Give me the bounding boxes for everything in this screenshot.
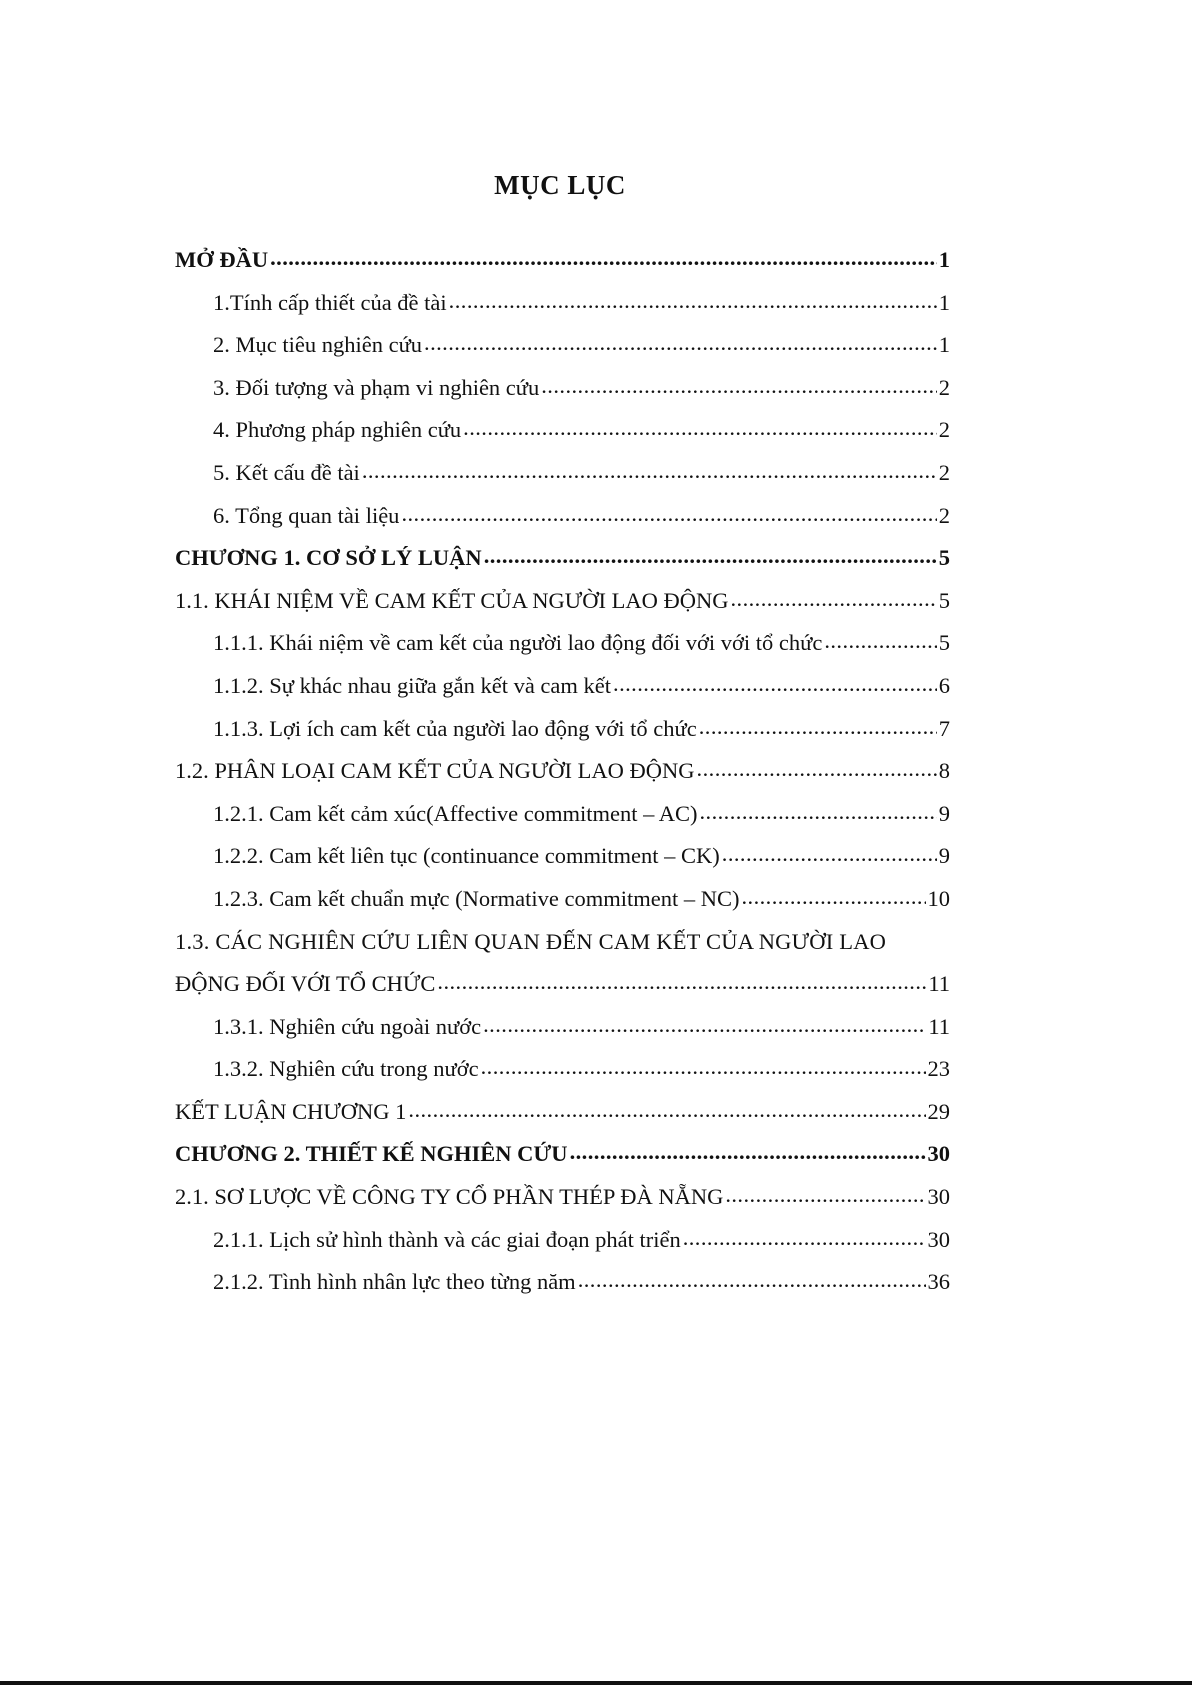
toc-entry-text: MỞ ĐẦU xyxy=(175,247,269,272)
toc-entry-page: 11 xyxy=(928,971,950,997)
toc-entry[interactable] xyxy=(175,1091,950,1134)
leader-dots xyxy=(722,833,937,878)
leader-dots xyxy=(484,535,937,580)
toc-entry-page: 2 xyxy=(938,502,950,528)
toc-entry-text: 1.1. KHÁI NIỆM VỀ CAM KẾT CỦA NGƯỜI LAO ĐỘNG xyxy=(175,587,729,613)
toc-entry-page: 30 xyxy=(927,1226,950,1252)
toc-entry-page: 5 xyxy=(938,545,950,571)
leader-dots xyxy=(483,1004,926,1049)
toc-entry[interactable] xyxy=(175,367,950,410)
leader-dots xyxy=(697,748,937,793)
toc-entry-page: 7 xyxy=(938,715,950,741)
toc-entry-text: 1.3. CÁC NGHIÊN CỨU LIÊN QUAN ĐẾN CAM KẾT CỦA NGƯỜI LAO xyxy=(175,928,887,954)
toc-entry[interactable] xyxy=(175,282,950,325)
leader-dots xyxy=(570,1131,926,1176)
toc-entry-page: 2 xyxy=(938,459,950,485)
leader-dots xyxy=(463,407,937,452)
toc-entry-text: 1.1.1. Khái niệm về cam kết của người lao động đối với với tổ chức xyxy=(213,630,823,656)
toc-entry-page: 5 xyxy=(938,587,950,613)
toc-entry[interactable] xyxy=(175,878,950,921)
toc-entry-text: 2.1.1. Lịch sử hình thành và các giai đoạn phát triển xyxy=(213,1226,681,1252)
toc-entry-text: 6. Tổng quan tài liệu xyxy=(213,502,400,528)
leader-dots xyxy=(730,578,936,623)
toc-entry-text: 5. Kết cấu đề tài xyxy=(213,459,360,485)
leader-dots xyxy=(481,1046,926,1091)
table-of-contents xyxy=(175,239,950,1304)
toc-entry-text: 1.Tính cấp thiết của đề tài xyxy=(213,289,447,315)
toc-entry-text: 1.2. PHÂN LOẠI CAM KẾT CỦA NGƯỜI LAO ĐỘNG xyxy=(175,758,695,784)
toc-entry-page: 23 xyxy=(927,1056,950,1082)
toc-entry-text: CHƯƠNG 1. CƠ SỞ LÝ LUẬN xyxy=(175,545,482,571)
toc-entry-text: 1.2.3. Cam kết chuẩn mực (Normative commitment – NC) xyxy=(213,885,740,911)
leader-dots xyxy=(541,365,937,410)
leader-dots xyxy=(613,663,937,708)
toc-entry-text: KẾT LUẬN CHƯƠNG 1 xyxy=(175,1098,407,1124)
toc-entry[interactable] xyxy=(175,665,950,708)
leader-dots xyxy=(824,620,936,665)
toc-entry-page: 8 xyxy=(938,758,950,784)
page-bottom-edge xyxy=(0,1681,1192,1685)
toc-entry[interactable] xyxy=(175,793,950,836)
toc-entry-text: 1.2.1. Cam kết cảm xúc(Affective commitment – AC) xyxy=(213,800,698,826)
toc-entry[interactable] xyxy=(175,1176,950,1219)
toc-entry-text: 2. Mục tiêu nghiên cứu xyxy=(213,332,423,358)
toc-entry-text: 2.1. SƠ LƯỢC VỀ CÔNG TY CỔ PHẦN THÉP ĐÀ NẴNG xyxy=(175,1184,724,1210)
leader-dots xyxy=(449,280,937,325)
leader-dots xyxy=(401,493,936,538)
toc-entry[interactable] xyxy=(175,1006,950,1049)
toc-entry-page: 9 xyxy=(938,843,950,869)
toc-entry[interactable] xyxy=(175,324,950,367)
leader-dots xyxy=(408,1089,925,1134)
toc-entry-page: 10 xyxy=(927,885,950,911)
leader-dots xyxy=(741,876,925,921)
toc-entry-text: 1.1.2. Sự khác nhau giữa gắn kết và cam kết xyxy=(213,672,612,698)
toc-entry-text: 1.1.3. Lợi ích cam kết của người lao động với tổ chức xyxy=(213,715,697,741)
toc-entry-text: 1.3.2. Nghiên cứu trong nước xyxy=(213,1056,479,1082)
leader-dots xyxy=(437,961,926,1006)
toc-entry[interactable] xyxy=(175,750,950,793)
toc-entry-page: 9 xyxy=(938,800,950,826)
leader-dots xyxy=(362,450,937,495)
leader-dots xyxy=(725,1174,925,1219)
toc-entry-page: 2 xyxy=(938,417,950,443)
toc-entry[interactable] xyxy=(175,1261,950,1304)
toc-entry-page: 1 xyxy=(938,332,950,358)
toc-entry[interactable] xyxy=(175,1133,950,1176)
toc-entry-text: 2.1.2. Tình hình nhân lực theo từng năm xyxy=(213,1269,576,1295)
toc-entry[interactable] xyxy=(175,239,950,282)
toc-entry-text: 1.3.1. Nghiên cứu ngoài nước xyxy=(213,1013,482,1039)
toc-entry[interactable] xyxy=(175,835,950,878)
toc-entry-page: 29 xyxy=(927,1098,950,1124)
toc-entry[interactable] xyxy=(175,537,950,580)
toc-entry-text: 3. Đối tượng và phạm vi nghiên cứu xyxy=(213,374,540,400)
toc-entry-text: ĐỘNG ĐỐI VỚI TỔ CHỨC xyxy=(175,971,436,997)
toc-entry-page: 30 xyxy=(927,1184,950,1210)
toc-entry[interactable] xyxy=(175,622,950,665)
toc-entry-page: 30 xyxy=(927,1141,950,1167)
toc-entry-page: 5 xyxy=(938,630,950,656)
toc-entry-text: 1.2.2. Cam kết liên tục (continuance commitment – CK) xyxy=(213,843,720,869)
toc-entry-page: 36 xyxy=(927,1269,950,1295)
leader-dots xyxy=(578,1259,926,1304)
toc-entry-page: 6 xyxy=(938,672,950,698)
toc-entry-wrapped-line[interactable] xyxy=(175,921,950,964)
toc-entry[interactable] xyxy=(175,495,950,538)
page-title: MỤC LỤC xyxy=(494,170,626,200)
toc-entry-text: CHƯƠNG 2. THIẾT KẾ NGHIÊN CỨU xyxy=(175,1141,568,1167)
toc-entry[interactable] xyxy=(175,580,950,623)
toc-entry[interactable] xyxy=(175,409,950,452)
toc-entry[interactable] xyxy=(175,452,950,495)
toc-entry-text: 4. Phương pháp nghiên cứu xyxy=(213,417,462,443)
leader-dots xyxy=(270,237,937,282)
leader-dots xyxy=(699,791,936,836)
leader-dots xyxy=(424,322,937,367)
toc-entry[interactable] xyxy=(175,1048,950,1091)
toc-entry[interactable] xyxy=(175,963,950,1006)
leader-dots xyxy=(683,1217,926,1262)
toc-entry-page: 11 xyxy=(928,1013,950,1039)
toc-entry[interactable] xyxy=(175,708,950,751)
toc-entry-page: 1 xyxy=(938,289,950,315)
toc-entry[interactable] xyxy=(175,1219,950,1262)
toc-entry-page: 2 xyxy=(938,374,950,400)
toc-entry-page: 1 xyxy=(938,247,950,272)
leader-dots xyxy=(699,706,937,751)
